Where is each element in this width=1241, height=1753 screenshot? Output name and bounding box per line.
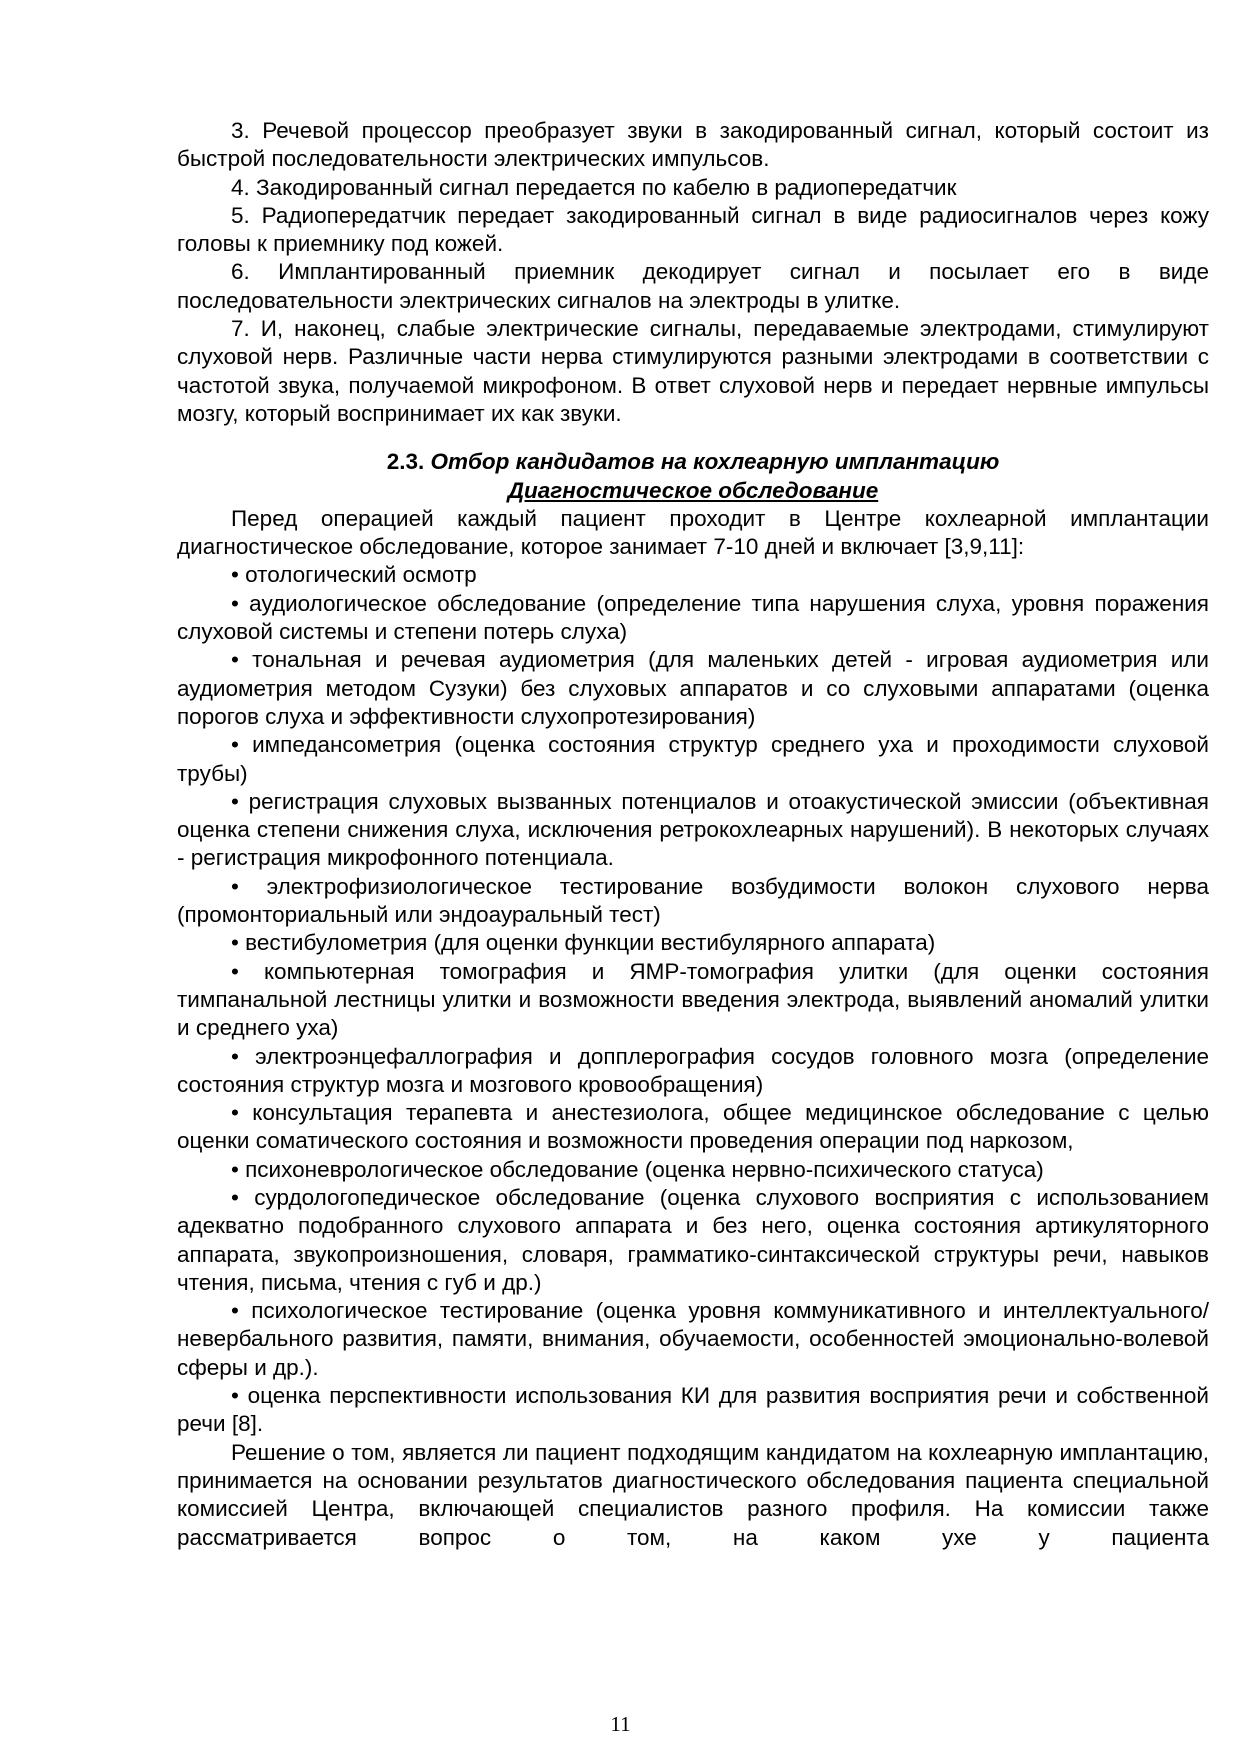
section-number: 2.3. — [386, 449, 425, 475]
bullet-item: • вестибулометрия (для оценки функции вестибулярного аппарата) — [231, 930, 936, 956]
paragraph-step-5: 5. Радиопередатчик передает закодированный сигнал в виде радиосигналов через кожу головы к приемнику под кожей. — [177, 202, 1209, 257]
bullet-item: • аудиологическое обследование (определение типа нарушения слуха, уровня поражения слуховой системы и степени потерь слуха) — [177, 590, 1209, 645]
bullet-item: • оценка перспективности использования КИ для развития восприятия речи и собственной речи [8]. — [177, 1383, 1209, 1437]
bullet-item: • консультация терапевта и анестезиолога, общее медицинское обследование с целью оценки соматического состояния и возможности проведения операции под наркозом, — [177, 1100, 1209, 1154]
bullet-item: • электроэнцефаллография и допплерография сосудов головного мозга (определение состояния структур мозга и мозгового кровообращения) — [177, 1043, 1209, 1097]
bullet-item: • сурдологопедическое обследование (оценка слухового восприятия с использованием адекватно подобранного слухового аппарата и без него, оценка состояния артикуляторного аппарата, звукопроизношения, словаря, грамматико-синтаксической структуры речи, навыков чтения, письма, чтения с губ и др.) — [177, 1184, 1209, 1295]
bullet-item: • психологическое тестирование (оценка уровня коммуникативного и интеллектуального/невербального развития, памяти, внимания, обучаемости, особенностей эмоционально-волевой сферы и др.). — [177, 1298, 1209, 1380]
paragraph-step-4: 4. Закодированный сигнал передается по кабелю в радиопередатчик — [231, 174, 957, 200]
paragraph-step-7: 7. И, наконец, слабые электрические сигналы, передаваемые электродами, стимулируют слуховой нерв. Различные части нерва стимулируются разными электродами в соответствии с частотой звука, получаемой микрофоном. В ответ слуховой нерв и передает нервные импульсы мозгу, который воспринимает их как звуки. — [177, 316, 1209, 426]
section-subtitle: Диагностическое обследование — [507, 477, 879, 503]
paragraph-step-3: 3. Речевой процессор преобразует звуки в закодированный сигнал, который состоит из быстрой последовательности электрических импульсов. — [177, 118, 1209, 172]
bullet-item: • импедансометрия (оценка состояния структур среднего уха и проходимости слуховой трубы) — [177, 732, 1209, 786]
intro-paragraph: Перед операцией каждый пациент проходит в Центре кохлеарной имплантации диагностическое обследование, которое занимает 7-10 дней и включает [3,9,11]: — [177, 505, 1209, 560]
section-title: Отбор кандидатов на кохлеарную имплантацию — [430, 449, 1000, 475]
bullet-item: • регистрация слуховых вызванных потенциалов и отоакустической эмиссии (объективная оценка степени снижения слуха, исключения ретрокохлеарных нарушений). В некоторых случаях - регистрация микрофонного потенциала. — [177, 788, 1209, 871]
closing-paragraph: Решение о том, является ли пациент подходящим кандидатом на кохлеарную имплантацию, принимается на основании результатов диагностического обследования пациента специальной комиссией Центра, включающей специалистов разного профиля. На комиссии также рассматривается вопрос о том, на каком ухе у пациента — [177, 1439, 1209, 1550]
paragraph-step-6: 6. Имплантированный приемник декодирует сигнал и посылает его в виде последовательности электрических сигналов на электроды в улитке. — [177, 259, 1209, 313]
section-heading — [177, 448, 1209, 476]
bullet-item: • компьютерная томография и ЯМР-томография улитки (для оценки состояния тимпанальной лестницы улитки и возможности введения электрода, выявлений аномалий улитки и среднего уха) — [177, 958, 1209, 1041]
page-content — [177, 117, 1209, 1552]
page-number: 11 — [610, 1712, 631, 1736]
bullet-item: • электрофизиологическое тестирование возбудимости волокон слухового нерва (промонториальный или эндоауральный тест) — [177, 873, 1209, 928]
bullet-item: • тональная и речевая аудиометрия (для маленьких детей - игровая аудиометрия или аудиометрия методом Сузуки) без слуховых аппаратов и со слуховыми аппаратами (оценка порогов слуха и эффективности слухопротезирования) — [177, 647, 1209, 729]
bullet-item: • отологический осмотр — [231, 562, 477, 588]
bullet-item: • психоневрологическое обследование (оценка нервно-психического статуса) — [231, 1156, 1044, 1182]
